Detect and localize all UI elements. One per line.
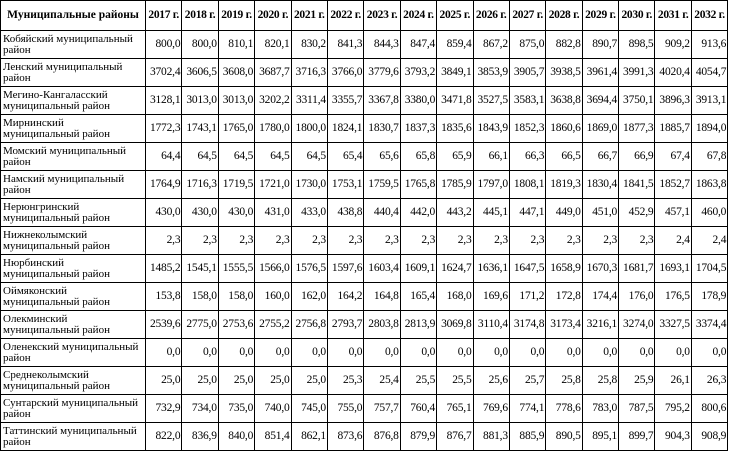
value-cell: 64,5 [218, 143, 254, 171]
value-cell: 1716,3 [182, 171, 218, 199]
value-cell: 1885,7 [655, 115, 691, 143]
value-cell: 65,4 [327, 143, 363, 171]
value-cell: 800,6 [691, 395, 727, 423]
value-cell: 162,0 [291, 283, 327, 311]
value-cell: 2,4 [655, 227, 691, 255]
value-cell: 898,5 [619, 31, 655, 59]
value-cell: 1894,0 [691, 115, 727, 143]
table-row [1, 255, 728, 283]
value-cell: 460,0 [691, 199, 727, 227]
value-cell: 740,0 [255, 395, 291, 423]
value-cell: 3766,0 [327, 59, 363, 87]
value-cell: 800,0 [146, 31, 182, 59]
value-cell: 913,6 [691, 31, 727, 59]
value-cell: 1843,9 [473, 115, 509, 143]
value-cell: 1835,6 [437, 115, 473, 143]
value-cell: 3896,3 [655, 87, 691, 115]
value-cell: 160,0 [255, 283, 291, 311]
value-cell: 3128,1 [146, 87, 182, 115]
value-cell: 0,0 [546, 339, 582, 367]
value-cell: 1566,0 [255, 255, 291, 283]
value-cell: 25,5 [400, 367, 436, 395]
value-cell: 3716,3 [291, 59, 327, 87]
value-cell: 153,8 [146, 283, 182, 311]
value-cell: 174,4 [582, 283, 618, 311]
value-cell: 178,9 [691, 283, 727, 311]
value-cell: 1852,3 [509, 115, 545, 143]
value-cell: 25,0 [146, 367, 182, 395]
value-cell: 2775,0 [182, 311, 218, 339]
value-cell: 1753,1 [327, 171, 363, 199]
value-cell: 904,3 [655, 423, 691, 451]
district-column-header: Муниципальные районы [1, 1, 146, 31]
table-row [1, 367, 728, 395]
value-cell: 440,4 [364, 199, 400, 227]
value-cell: 867,2 [473, 31, 509, 59]
table-row [1, 311, 728, 339]
value-cell: 0,0 [509, 339, 545, 367]
value-cell: 2539,6 [146, 311, 182, 339]
value-cell: 1719,5 [218, 171, 254, 199]
value-cell: 1765,0 [218, 115, 254, 143]
value-cell: 800,0 [182, 31, 218, 59]
value-cell: 3687,7 [255, 59, 291, 87]
value-cell: 1797,0 [473, 171, 509, 199]
table-row [1, 423, 728, 451]
table-row [1, 283, 728, 311]
value-cell: 0,0 [473, 339, 509, 367]
value-cell: 66,5 [546, 143, 582, 171]
value-cell: 451,0 [582, 199, 618, 227]
value-cell: 25,5 [437, 367, 473, 395]
value-cell: 3013,0 [182, 87, 218, 115]
year-column-header: 2031 г. [655, 1, 691, 31]
value-cell: 64,5 [291, 143, 327, 171]
value-cell: 1852,7 [655, 171, 691, 199]
value-cell: 165,4 [400, 283, 436, 311]
value-cell: 1837,3 [400, 115, 436, 143]
value-cell: 65,9 [437, 143, 473, 171]
value-cell: 3938,5 [546, 59, 582, 87]
value-cell: 755,0 [327, 395, 363, 423]
value-cell: 0,0 [400, 339, 436, 367]
year-column-header: 2019 г. [218, 1, 254, 31]
year-column-header: 2022 г. [327, 1, 363, 31]
value-cell: 443,2 [437, 199, 473, 227]
value-cell: 3374,4 [691, 311, 727, 339]
value-cell: 2803,8 [364, 311, 400, 339]
value-cell: 851,4 [255, 423, 291, 451]
value-cell: 66,1 [473, 143, 509, 171]
value-cell: 3527,5 [473, 87, 509, 115]
value-cell: 1759,5 [364, 171, 400, 199]
value-cell: 2753,6 [218, 311, 254, 339]
value-cell: 3380,0 [400, 87, 436, 115]
value-cell: 3849,1 [437, 59, 473, 87]
district-name-cell: Олекминский муниципальный район [1, 311, 146, 339]
value-cell: 457,1 [655, 199, 691, 227]
district-name-cell: Нюрбинский муниципальный район [1, 255, 146, 283]
value-cell: 769,6 [473, 395, 509, 423]
value-cell: 0,0 [691, 339, 727, 367]
value-cell: 3694,4 [582, 87, 618, 115]
value-cell: 1808,1 [509, 171, 545, 199]
value-cell: 1830,4 [582, 171, 618, 199]
value-cell: 2755,2 [255, 311, 291, 339]
value-cell: 65,6 [364, 143, 400, 171]
value-cell: 1841,5 [619, 171, 655, 199]
value-cell: 25,8 [546, 367, 582, 395]
value-cell: 820,1 [255, 31, 291, 59]
value-cell: 64,4 [146, 143, 182, 171]
year-column-header: 2026 г. [473, 1, 509, 31]
district-name-cell: Сунтарский муниципальный район [1, 395, 146, 423]
value-cell: 757,7 [364, 395, 400, 423]
value-cell: 2,3 [582, 227, 618, 255]
value-cell: 430,0 [218, 199, 254, 227]
value-cell: 1780,0 [255, 115, 291, 143]
value-cell: 0,0 [582, 339, 618, 367]
value-cell: 3750,1 [619, 87, 655, 115]
value-cell: 25,0 [218, 367, 254, 395]
value-cell: 1800,0 [291, 115, 327, 143]
year-column-header: 2020 г. [255, 1, 291, 31]
value-cell: 171,2 [509, 283, 545, 311]
value-cell: 3638,8 [546, 87, 582, 115]
value-cell: 2,3 [182, 227, 218, 255]
year-column-header: 2021 г. [291, 1, 327, 31]
value-cell: 2,3 [619, 227, 655, 255]
value-cell: 0,0 [364, 339, 400, 367]
value-cell: 25,4 [364, 367, 400, 395]
value-cell: 0,0 [655, 339, 691, 367]
value-cell: 3355,7 [327, 87, 363, 115]
year-column-header: 2018 г. [182, 1, 218, 31]
value-cell: 895,1 [582, 423, 618, 451]
value-cell: 881,3 [473, 423, 509, 451]
value-cell: 783,0 [582, 395, 618, 423]
year-column-header: 2028 г. [546, 1, 582, 31]
value-cell: 3606,5 [182, 59, 218, 87]
value-cell: 66,9 [619, 143, 655, 171]
value-cell: 3702,4 [146, 59, 182, 87]
value-cell: 2,3 [327, 227, 363, 255]
year-column-header: 2032 г. [691, 1, 727, 31]
value-cell: 0,0 [255, 339, 291, 367]
value-cell: 2,3 [255, 227, 291, 255]
value-cell: 66,3 [509, 143, 545, 171]
value-cell: 447,1 [509, 199, 545, 227]
value-cell: 3793,2 [400, 59, 436, 87]
year-column-header: 2027 г. [509, 1, 545, 31]
table-row [1, 87, 728, 115]
value-cell: 67,8 [691, 143, 727, 171]
value-cell: 25,3 [327, 367, 363, 395]
value-cell: 3013,0 [218, 87, 254, 115]
value-cell: 734,0 [182, 395, 218, 423]
value-cell: 1693,1 [655, 255, 691, 283]
value-cell: 1658,9 [546, 255, 582, 283]
value-cell: 1545,1 [182, 255, 218, 283]
value-cell: 3853,9 [473, 59, 509, 87]
value-cell: 862,1 [291, 423, 327, 451]
value-cell: 3202,2 [255, 87, 291, 115]
year-column-header: 2030 г. [619, 1, 655, 31]
value-cell: 1485,2 [146, 255, 182, 283]
district-name-cell: Нерюнгринский муниципальный район [1, 199, 146, 227]
value-cell: 3471,8 [437, 87, 473, 115]
value-cell: 1785,9 [437, 171, 473, 199]
value-cell: 64,5 [255, 143, 291, 171]
value-cell: 2,3 [146, 227, 182, 255]
table-row [1, 115, 728, 143]
table-row [1, 395, 728, 423]
value-cell: 1555,5 [218, 255, 254, 283]
value-cell: 25,0 [291, 367, 327, 395]
value-cell: 2,3 [546, 227, 582, 255]
value-cell: 2,3 [218, 227, 254, 255]
value-cell: 2,3 [400, 227, 436, 255]
district-name-cell: Намский муниципальный район [1, 171, 146, 199]
value-cell: 822,0 [146, 423, 182, 451]
year-column-header: 2025 г. [437, 1, 473, 31]
value-cell: 1603,4 [364, 255, 400, 283]
value-cell: 873,6 [327, 423, 363, 451]
value-cell: 2756,8 [291, 311, 327, 339]
value-cell: 164,2 [327, 283, 363, 311]
value-cell: 0,0 [146, 339, 182, 367]
value-cell: 899,7 [619, 423, 655, 451]
value-cell: 1860,6 [546, 115, 582, 143]
district-name-cell: Таттинский муниципальный район [1, 423, 146, 451]
value-cell: 1730,0 [291, 171, 327, 199]
value-cell: 1819,3 [546, 171, 582, 199]
district-name-cell: Оймяконский муниципальный район [1, 283, 146, 311]
value-cell: 3110,4 [473, 311, 509, 339]
value-cell: 1869,0 [582, 115, 618, 143]
value-cell: 1647,5 [509, 255, 545, 283]
value-cell: 1863,8 [691, 171, 727, 199]
year-column-header: 2017 г. [146, 1, 182, 31]
value-cell: 2,3 [473, 227, 509, 255]
value-cell: 169,6 [473, 283, 509, 311]
value-cell: 65,8 [400, 143, 436, 171]
value-cell: 3583,1 [509, 87, 545, 115]
value-cell: 745,0 [291, 395, 327, 423]
value-cell: 1681,7 [619, 255, 655, 283]
value-cell: 3311,4 [291, 87, 327, 115]
value-cell: 0,0 [182, 339, 218, 367]
value-cell: 876,8 [364, 423, 400, 451]
value-cell: 1576,5 [291, 255, 327, 283]
value-cell: 433,0 [291, 199, 327, 227]
value-cell: 847,4 [400, 31, 436, 59]
value-cell: 859,4 [437, 31, 473, 59]
value-cell: 765,1 [437, 395, 473, 423]
value-cell: 3174,8 [509, 311, 545, 339]
value-cell: 445,1 [473, 199, 509, 227]
value-cell: 908,9 [691, 423, 727, 451]
value-cell: 3069,8 [437, 311, 473, 339]
value-cell: 1636,1 [473, 255, 509, 283]
value-cell: 840,0 [218, 423, 254, 451]
value-cell: 844,3 [364, 31, 400, 59]
value-cell: 449,0 [546, 199, 582, 227]
value-cell: 1597,6 [327, 255, 363, 283]
value-cell: 890,7 [582, 31, 618, 59]
value-cell: 3961,4 [582, 59, 618, 87]
table-row [1, 227, 728, 255]
value-cell: 2,3 [437, 227, 473, 255]
district-name-cell: Кобяйский муниципальный район [1, 31, 146, 59]
value-cell: 25,0 [182, 367, 218, 395]
year-column-header: 2024 г. [400, 1, 436, 31]
value-cell: 1743,1 [182, 115, 218, 143]
value-cell: 3991,3 [619, 59, 655, 87]
district-name-cell: Нижнеколымский муниципальный район [1, 227, 146, 255]
value-cell: 1877,3 [619, 115, 655, 143]
value-cell: 2793,7 [327, 311, 363, 339]
value-cell: 836,9 [182, 423, 218, 451]
value-cell: 2,3 [364, 227, 400, 255]
value-cell: 3367,8 [364, 87, 400, 115]
value-cell: 1765,8 [400, 171, 436, 199]
value-cell: 876,7 [437, 423, 473, 451]
value-cell: 66,7 [582, 143, 618, 171]
district-name-cell: Среднеколымский муниципальный район [1, 367, 146, 395]
value-cell: 452,9 [619, 199, 655, 227]
value-cell: 0,0 [327, 339, 363, 367]
value-cell: 1624,7 [437, 255, 473, 283]
value-cell: 4054,7 [691, 59, 727, 87]
value-cell: 1772,3 [146, 115, 182, 143]
value-cell: 735,0 [218, 395, 254, 423]
value-cell: 830,2 [291, 31, 327, 59]
value-cell: 0,0 [218, 339, 254, 367]
value-cell: 760,4 [400, 395, 436, 423]
value-cell: 909,2 [655, 31, 691, 59]
value-cell: 0,0 [437, 339, 473, 367]
value-cell: 778,6 [546, 395, 582, 423]
value-cell: 0,0 [291, 339, 327, 367]
table-body [1, 31, 728, 451]
table-row [1, 143, 728, 171]
value-cell: 430,0 [182, 199, 218, 227]
value-cell: 158,0 [182, 283, 218, 311]
value-cell: 2,4 [691, 227, 727, 255]
value-cell: 67,4 [655, 143, 691, 171]
value-cell: 787,5 [619, 395, 655, 423]
year-column-header: 2023 г. [364, 1, 400, 31]
value-cell: 158,0 [218, 283, 254, 311]
table-header-row [1, 1, 728, 31]
value-cell: 3608,0 [218, 59, 254, 87]
value-cell: 1830,7 [364, 115, 400, 143]
value-cell: 25,7 [509, 367, 545, 395]
district-name-cell: Оленекский муниципальный район [1, 339, 146, 367]
value-cell: 1704,5 [691, 255, 727, 283]
value-cell: 774,1 [509, 395, 545, 423]
value-cell: 176,5 [655, 283, 691, 311]
value-cell: 1824,1 [327, 115, 363, 143]
value-cell: 1670,3 [582, 255, 618, 283]
value-cell: 1764,9 [146, 171, 182, 199]
value-cell: 2813,9 [400, 311, 436, 339]
value-cell: 795,2 [655, 395, 691, 423]
value-cell: 442,0 [400, 199, 436, 227]
table-row [1, 339, 728, 367]
value-cell: 3327,5 [655, 311, 691, 339]
value-cell: 1721,0 [255, 171, 291, 199]
value-cell: 885,9 [509, 423, 545, 451]
value-cell: 2,3 [509, 227, 545, 255]
value-cell: 3173,4 [546, 311, 582, 339]
district-name-cell: Мегино-Кангаласский муниципальный район [1, 87, 146, 115]
value-cell: 3779,6 [364, 59, 400, 87]
value-cell: 26,1 [655, 367, 691, 395]
value-cell: 430,0 [146, 199, 182, 227]
value-cell: 25,6 [473, 367, 509, 395]
value-cell: 431,0 [255, 199, 291, 227]
value-cell: 176,0 [619, 283, 655, 311]
value-cell: 810,1 [218, 31, 254, 59]
value-cell: 64,5 [182, 143, 218, 171]
value-cell: 25,8 [582, 367, 618, 395]
table-row [1, 199, 728, 227]
value-cell: 3913,1 [691, 87, 727, 115]
value-cell: 25,9 [619, 367, 655, 395]
value-cell: 882,8 [546, 31, 582, 59]
table-row [1, 171, 728, 199]
value-cell: 875,0 [509, 31, 545, 59]
table-row [1, 59, 728, 87]
value-cell: 841,3 [327, 31, 363, 59]
value-cell: 438,8 [327, 199, 363, 227]
value-cell: 168,0 [437, 283, 473, 311]
value-cell: 172,8 [546, 283, 582, 311]
value-cell: 3905,7 [509, 59, 545, 87]
year-column-header: 2029 г. [582, 1, 618, 31]
value-cell: 2,3 [291, 227, 327, 255]
value-cell: 1609,1 [400, 255, 436, 283]
value-cell: 879,9 [400, 423, 436, 451]
value-cell: 26,3 [691, 367, 727, 395]
value-cell: 890,5 [546, 423, 582, 451]
district-name-cell: Мирнинский муниципальный район [1, 115, 146, 143]
value-cell: 3216,1 [582, 311, 618, 339]
district-name-cell: Момский муниципальный район [1, 143, 146, 171]
value-cell: 732,9 [146, 395, 182, 423]
value-cell: 164,8 [364, 283, 400, 311]
district-name-cell: Ленский муниципальный район [1, 59, 146, 87]
value-cell: 3274,0 [619, 311, 655, 339]
value-cell: 25,0 [255, 367, 291, 395]
value-cell: 4020,4 [655, 59, 691, 87]
table-row [1, 31, 728, 59]
value-cell: 0,0 [619, 339, 655, 367]
